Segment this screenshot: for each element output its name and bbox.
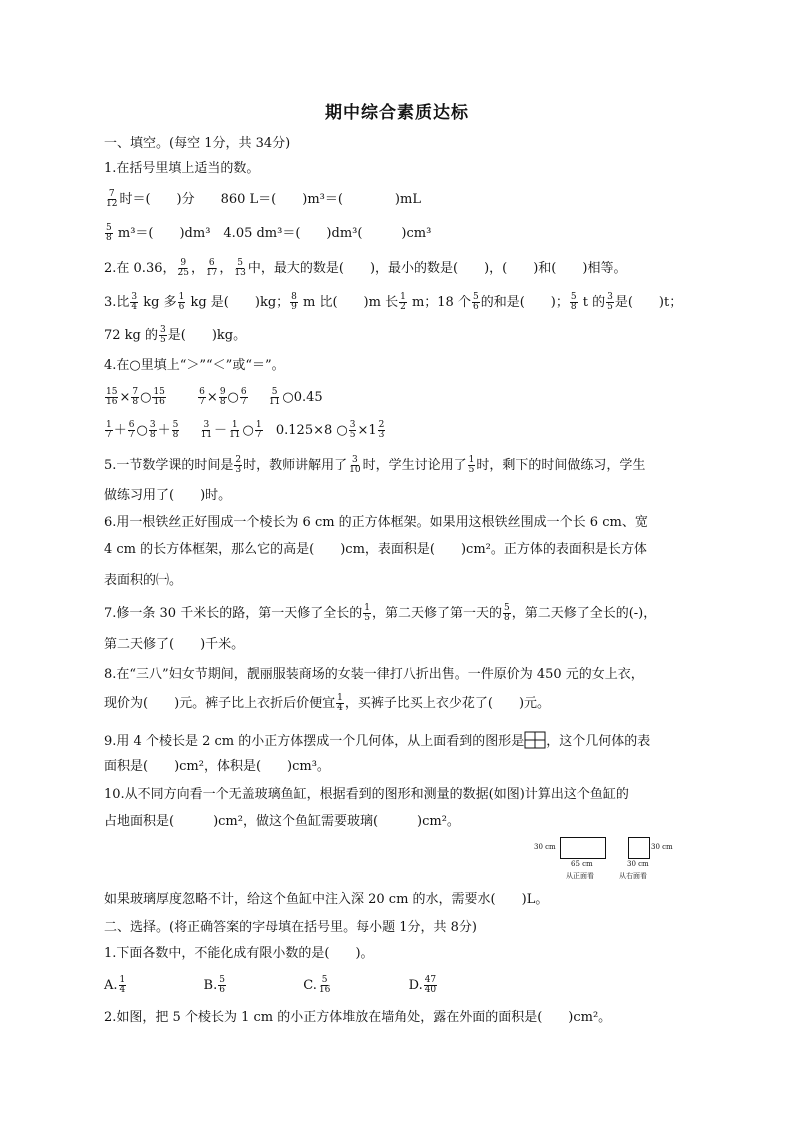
option-b[interactable]: B. $\frac{5}{6}$	[203, 975, 225, 995]
fraction: $\frac{8}{9}$	[291, 292, 297, 312]
fraction: $\frac{3}{10}$	[349, 455, 361, 475]
fraction: $\frac{15}{16}$	[153, 387, 165, 407]
front-view-rectangle	[560, 837, 606, 859]
question-6-line-1: 6.用一根铁丝正好围成一个棱长为 6 cm 的正方体框架。如果用这根铁丝围成一个长 6 cm、宽	[104, 515, 648, 530]
fraction: $\frac{7}{8}$	[132, 387, 139, 407]
question-9-line-2: 面积是( )cm²，体积是( )cm³。	[104, 759, 330, 774]
fraction: $\frac{1}{4}$	[119, 975, 126, 995]
option-c[interactable]: C. $\frac{5}{16}$	[303, 975, 331, 995]
fraction: $\frac{1}{4}$	[337, 693, 343, 713]
fraction: $\frac{1}{7}$	[106, 420, 112, 440]
right-view-width-label: 30 cm	[627, 860, 649, 868]
right-view-height-label: 30 cm	[651, 843, 673, 851]
question-4: 4.在○里填上“＞”“＜”或“＝”。	[104, 358, 285, 373]
question-7: 7.修一条 30 千米长的路，第一天修了全长的 $\frac{1}{5}$ ，第二天修了第一天的 $\frac{5}{8}$ ，第二天修了全长的(-)，	[104, 603, 657, 623]
fraction: $\frac{1}{2}$	[400, 292, 406, 312]
question-6-line-3: 表面积的㈠。	[104, 573, 183, 588]
fish-tank-views-figure	[534, 837, 684, 883]
fraction: $\frac{5}{8}$	[570, 292, 577, 312]
question-10-line-3: 如果玻璃厚度忽略不计，给这个鱼缸中注入深 20 cm 的水，需要水( )L。	[104, 892, 549, 907]
right-view-caption: 从右面看	[619, 872, 647, 880]
fraction: $\frac{5}{6}$	[472, 292, 479, 312]
fraction: $\frac{2}{3}$	[235, 455, 242, 475]
section-2-heading: 二、选择。(将正确答案的字母填在括号里。每小题 1分，共 8分)	[104, 920, 477, 935]
option-d[interactable]: D. $\frac{47}{40}$	[408, 975, 437, 995]
fraction: $\frac{15}{16}$	[106, 387, 118, 407]
question-1-line-2: $\frac{5}{8}$ m³＝( )dm³ 4.05 dm³＝( )dm³( )cm³	[106, 223, 432, 243]
question-5: 5.一节数学课的时间是 $\frac{2}{3}$ 时，教师讲解用了 $\frac{3}{10}$ 时，学生讨论用了 $\frac{1}{5}$ 时，剩下的时间做练习，学生	[104, 455, 646, 475]
fraction: $\frac{9}{25}$	[177, 258, 189, 278]
question-4-row-2: $\frac{1}{7}$ ＋ $\frac{6}{7}$ ○ $\frac{3}{8}$ ＋ $\frac{5}{8}$ $\frac{3}{11}$ － $\frac{1}{11}$ ○ $\frac{1}{7}$ 0.125×8 ○ $\frac{3}{5}$ ×1 $\frac{2}{3}$	[106, 420, 385, 440]
fraction: $\frac{5}{16}$	[318, 975, 331, 995]
fraction: $\frac{47}{40}$	[424, 975, 437, 995]
option-a[interactable]: A. $\frac{1}{4}$	[104, 975, 126, 995]
compare-circle[interactable]: ○	[227, 390, 239, 405]
fraction: $\frac{2}{3}$	[378, 420, 385, 440]
question-10-line-1: 10.从不同方向看一个无盖玻璃鱼缸，根据看到的图形和测量的数据(如图)计算出这个鱼缸的	[104, 787, 629, 802]
question-1-line-1: $\frac{7}{12}$ 时＝( )分 860 L＝( )m³＝( )mL	[106, 189, 421, 209]
fraction: $\frac{6}{7}$	[240, 387, 247, 407]
front-view-caption: 从正面看	[566, 872, 594, 880]
page-title: 期中综合素质达标	[325, 103, 469, 123]
choice-question-1-options	[104, 976, 438, 995]
compare-circle[interactable]: ○	[140, 390, 152, 405]
fraction: $\frac{1}{7}$	[255, 420, 262, 440]
fraction: $\frac{3}{5}$	[160, 325, 166, 345]
fraction: $\frac{5}{6}$	[219, 975, 225, 995]
fraction: $\frac{6}{17}$	[205, 258, 218, 278]
front-view-width-label: 65 cm	[571, 860, 593, 868]
fraction: $\frac{5}{13}$	[234, 258, 246, 278]
section-1-heading: 一、填空。(每空 1分，共 34分)	[104, 136, 291, 151]
choice-question-2: 2.如图，把 5 个棱长为 1 cm 的小正方体堆放在墙角处，露在外面的面积是( )cm²。	[104, 1010, 612, 1025]
fraction: $\frac{5}{8}$	[503, 603, 510, 623]
choice-question-1: 1.下面各数中，不能化成有限小数的是( )。	[104, 946, 374, 961]
question-4-row-1: $\frac{15}{16}$ × $\frac{7}{8}$ ○ $\frac{15}{16}$ $\frac{6}{7}$ × $\frac{9}{8}$ ○ $\frac{6}{7}$ $\frac{5}{11}$ ○0.45	[106, 387, 323, 407]
fraction: $\frac{3}{8}$	[149, 420, 156, 440]
question-3: 3.比 $\frac{3}{4}$ kg 多 $\frac{1}{6}$ kg 是( )kg； $\frac{8}{9}$ m 比( )m 长 $\frac{1}{2}$ m；18 个 $\frac{5}{6}$ 的和是( )； $\frac{5}{8}$ t 的 $\frac{3}{5}$ 是( )t；	[104, 292, 683, 312]
top-view-grid-icon	[524, 731, 546, 749]
fraction: $\frac{3}{5}$	[349, 420, 356, 440]
fraction: $\frac{5}{8}$	[106, 223, 112, 243]
fraction: $\frac{5}{11}$	[268, 387, 281, 407]
compare-circle[interactable]: ○	[136, 423, 148, 438]
question-10-line-2: 占地面积是( )cm²，做这个鱼缸需要玻璃( )cm²。	[104, 814, 460, 829]
fraction: $\frac{5}{8}$	[172, 420, 179, 440]
question-8-line-1: 8.在“三八”妇女节期间，靓丽服装商场的女装一律打八折出售。一件原价为 450 元的女上衣，	[104, 667, 644, 682]
front-view-height-label: 30 cm	[534, 843, 556, 851]
right-view-square	[628, 837, 650, 859]
question-3-line-2: 72 kg 的 $\frac{3}{5}$ 是( )kg。	[104, 325, 247, 345]
question-5-line-2: 做练习用了( )时。	[104, 488, 232, 503]
question-6-line-2: 4 cm 的长方体框架，那么它的高是( )cm，表面积是( )cm²。正方体的表面积是长方体	[104, 542, 647, 557]
question-1: 1.在括号里填上适当的数。	[104, 161, 260, 176]
fraction: $\frac{6}{7}$	[199, 387, 205, 407]
fraction: $\frac{1}{6}$	[178, 292, 185, 312]
fraction: $\frac{3}{4}$	[131, 292, 138, 312]
question-7-line-2: 第二天修了( )千米。	[104, 637, 245, 652]
compare-circle[interactable]: ○	[242, 423, 254, 438]
question-9: 9.用 4 个棱长是 2 cm 的小正方体摆成一个几何体，从上面看到的图形是 ，这个几何体的表	[104, 731, 650, 751]
fraction: $\frac{7}{12}$	[106, 189, 118, 209]
fraction: $\frac{1}{11}$	[229, 420, 241, 440]
fraction: $\frac{1}{5}$	[364, 603, 370, 623]
fraction: $\frac{3}{11}$	[200, 420, 213, 440]
question-2: 2.在 0.36， $\frac{9}{25}$ ， $\frac{6}{17}$ ， $\frac{5}{13}$ 中，最大的数是( )，最小的数是( )，( )和( )相等。	[104, 258, 627, 278]
fraction: $\frac{6}{7}$	[128, 420, 135, 440]
fraction: $\frac{9}{8}$	[219, 387, 226, 407]
question-8-line-2: 现价为( )元。裤子比上衣折后价便宜 $\frac{1}{4}$ ，买裤子比买上衣少花了( )元。	[104, 693, 551, 713]
fraction: $\frac{1}{5}$	[468, 455, 475, 475]
fraction: $\frac{3}{5}$	[607, 292, 613, 312]
